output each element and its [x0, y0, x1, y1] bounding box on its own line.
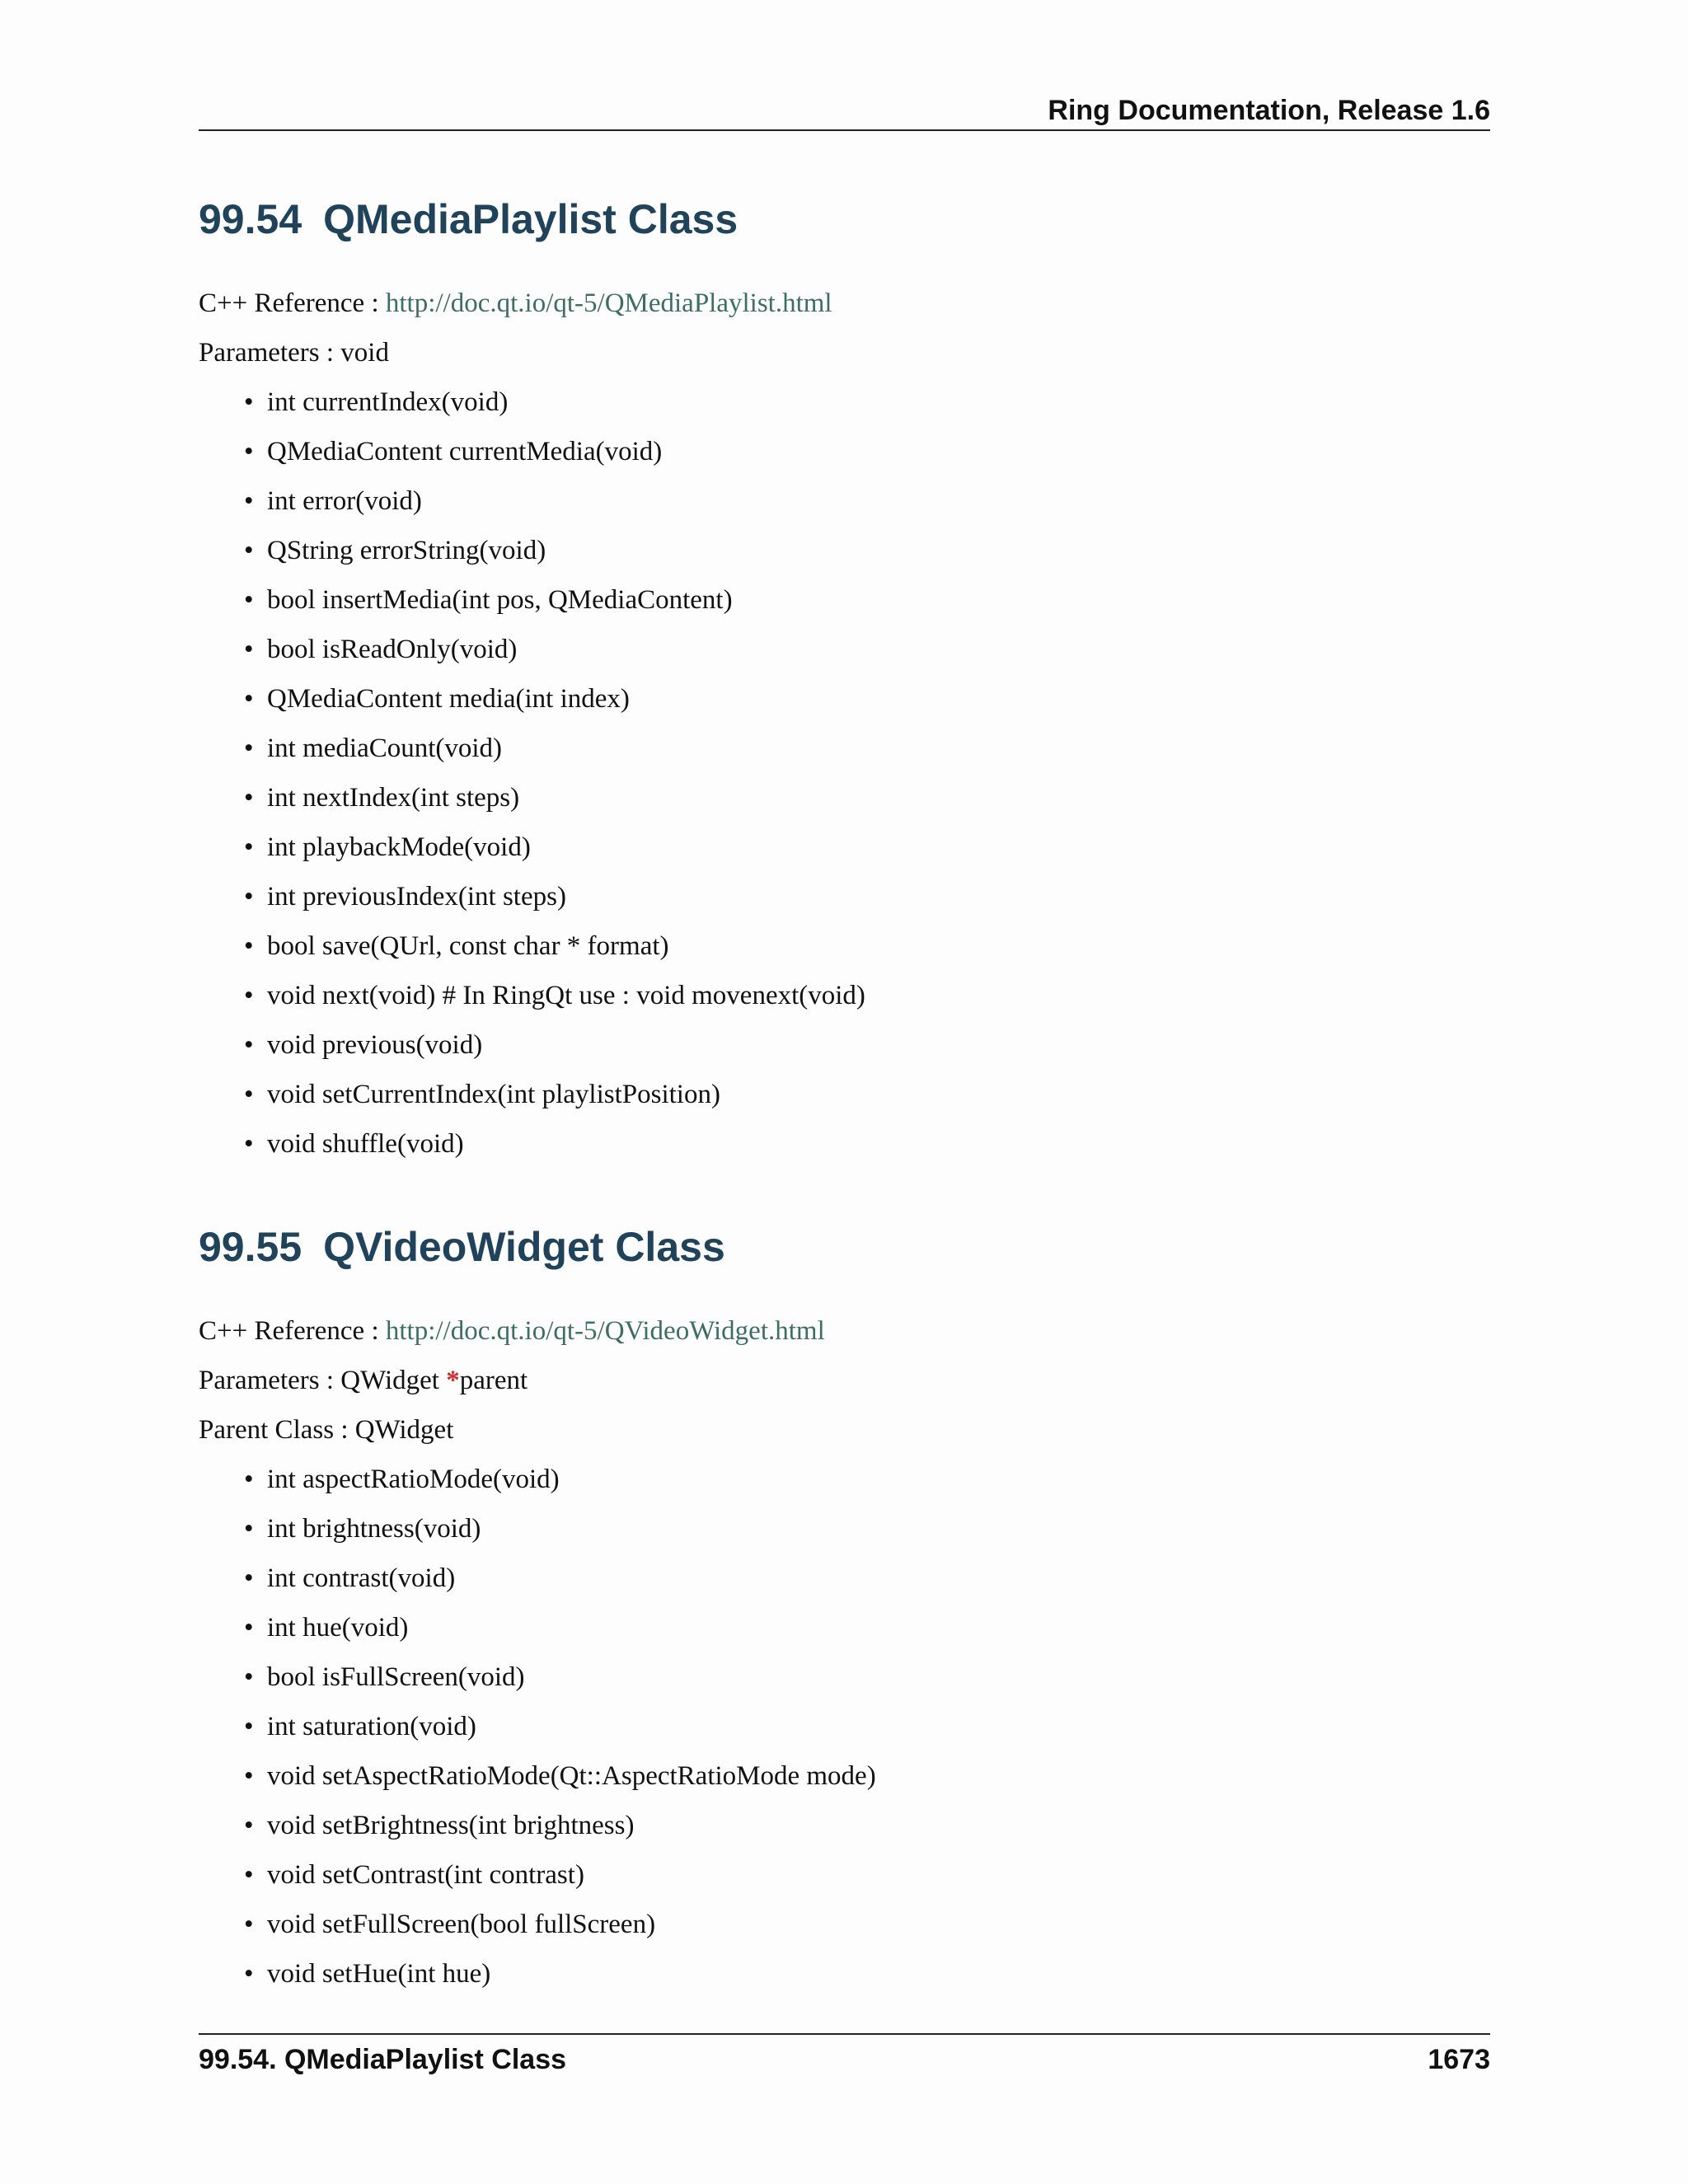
method-item: • int contrast(void): [199, 1560, 876, 1610]
parameters-value: void: [340, 338, 389, 368]
page-number: 1673: [1428, 2044, 1490, 2075]
footer-rule: [199, 2033, 1490, 2035]
method-item: • void next(void) # In RingQt use : void movenext(void): [199, 977, 865, 1027]
method-item: • QString errorString(void): [199, 532, 865, 582]
method-item: • void previous(void): [199, 1027, 865, 1076]
method-item: • void setAspectRatioMode(Qt::AspectRatioMode mode): [199, 1758, 876, 1807]
section-number: 99.54: [199, 196, 302, 242]
section-heading-qmediaplaylist: [199, 194, 738, 244]
cpp-reference-link[interactable]: http://doc.qt.io/qt-5/QVideoWidget.html: [385, 1316, 825, 1346]
method-item: • bool save(QUrl, const char * format): [199, 928, 865, 977]
parameters-label: Parameters :: [199, 1366, 335, 1395]
section-heading-qvideowidget: [199, 1222, 725, 1272]
method-item: • void setFullScreen(bool fullScreen): [199, 1906, 876, 1956]
section-number: 99.55: [199, 1224, 302, 1270]
section-title: QMediaPlaylist Class: [323, 196, 738, 242]
method-item: • int previousIndex(int steps): [199, 879, 865, 928]
header-rule: [199, 129, 1490, 131]
document-page: [199, 0, 1490, 2184]
method-item: • void shuffle(void): [199, 1126, 865, 1175]
parameters-line: [199, 335, 389, 371]
method-item: • void setHue(int hue): [199, 1956, 876, 2005]
cpp-reference-line: [199, 285, 832, 321]
method-item: • int brightness(void): [199, 1511, 876, 1560]
method-item: • int error(void): [199, 483, 865, 532]
method-item: • int currentIndex(void): [199, 384, 865, 434]
method-item: • void setCurrentIndex(int playlistPosition): [199, 1076, 865, 1126]
parent-class-line: [199, 1412, 453, 1448]
cpp-reference-line: [199, 1313, 825, 1349]
method-item: • QMediaContent currentMedia(void): [199, 434, 865, 483]
method-list-qvideowidget: [199, 1461, 876, 2005]
parent-class-label: Parent Class :: [199, 1415, 349, 1445]
section-title: QVideoWidget Class: [323, 1224, 725, 1270]
method-item: • int mediaCount(void): [199, 730, 865, 780]
cpp-reference-link[interactable]: http://doc.qt.io/qt-5/QMediaPlaylist.html: [385, 288, 832, 318]
cpp-reference-label: C++ Reference :: [199, 288, 379, 318]
method-item: • int hue(void): [199, 1610, 876, 1659]
method-item: • void setContrast(int contrast): [199, 1857, 876, 1906]
parameters-label: Parameters :: [199, 338, 335, 368]
method-item: • int playbackMode(void): [199, 829, 865, 879]
method-item: • int nextIndex(int steps): [199, 780, 865, 829]
method-item: • void setBrightness(int brightness): [199, 1807, 876, 1857]
method-item: • int aspectRatioMode(void): [199, 1461, 876, 1511]
method-item: • bool insertMedia(int pos, QMediaContent): [199, 582, 865, 631]
footer-section-title: 99.54. QMediaPlaylist Class: [199, 2044, 567, 2075]
parameters-type: QWidget: [340, 1366, 439, 1395]
parameters-line: [199, 1362, 528, 1399]
pointer-marker: *: [446, 1366, 460, 1395]
running-header: Ring Documentation, Release 1.6: [1048, 95, 1490, 126]
method-item: • QMediaContent media(int index): [199, 681, 865, 730]
method-item: • int saturation(void): [199, 1708, 876, 1758]
cpp-reference-label: C++ Reference :: [199, 1316, 379, 1346]
parent-class-value: QWidget: [354, 1415, 454, 1445]
parameters-name: parent: [459, 1366, 528, 1395]
method-list-qmediaplaylist: [199, 384, 865, 1175]
method-item: • bool isFullScreen(void): [199, 1659, 876, 1708]
method-item: • bool isReadOnly(void): [199, 631, 865, 681]
